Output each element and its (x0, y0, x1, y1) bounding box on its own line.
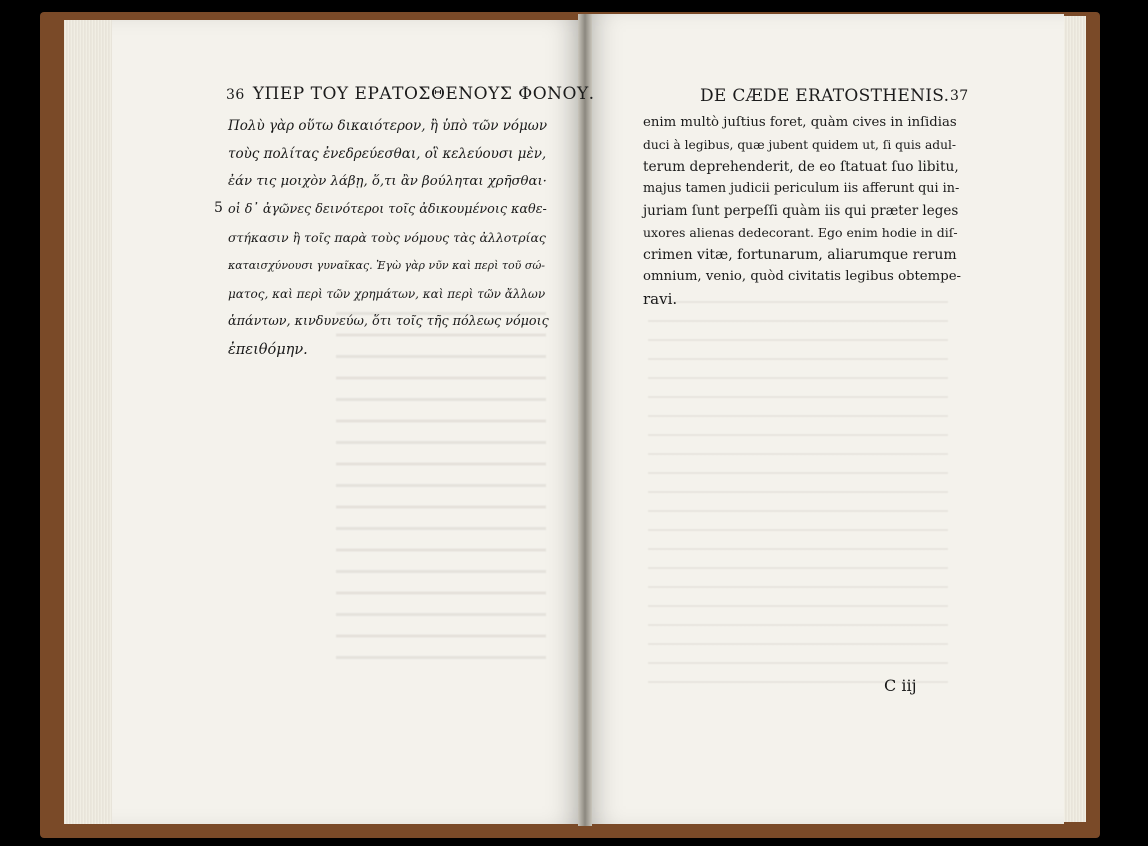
latin-line: juriam ſunt perpeſſi quàm iis qui præter leges (643, 203, 959, 219)
greek-line: στήκασιν ἢ τοῖς παρὰ τοὺς νόμους τὰς ἀλλοτρίας (228, 230, 546, 245)
greek-line: ματος, καὶ περὶ τῶν χρημάτων, καὶ περὶ τῶν ἄλλων (228, 287, 546, 301)
left-running-head (226, 84, 595, 104)
greek-line: οἱ δ᾽ ἀγῶνες δεινότεροι τοῖς ἀδικουμένοις καθε- (228, 202, 547, 217)
greek-line: ἐπειθόμην. (228, 342, 308, 358)
right-page-number: 37 (950, 88, 969, 104)
latin-line: crimen vitæ, fortunarum, aliarumque rerum (643, 247, 957, 263)
latin-line: terum deprehenderit, de eo ſtatuat ſuo libitu, (643, 159, 959, 175)
latin-text-block (643, 112, 961, 310)
greek-line: ἁπάντων, κινδυνεύω, ὅτι τοῖς τῆς πόλεως νόμοις (228, 314, 549, 329)
latin-line: enim multò juſtius foret, quàm cives in inſidias (643, 115, 957, 130)
greek-text-block (228, 112, 550, 364)
latin-line: ravi. (643, 290, 678, 308)
right-running-head (700, 86, 969, 106)
latin-line: majus tamen judicii periculum iis afferunt qui in- (643, 181, 960, 196)
signature-mark: C iij (884, 676, 917, 695)
latin-line: duci à legibus, quæ jubent quidem ut, ſi quis adul- (643, 138, 957, 152)
latin-line: omnium, venio, quòd civitatis legibus obtempe- (643, 269, 962, 284)
left-page-number: 36 (226, 87, 245, 103)
greek-line: τοὺς πολίτας ἐνεδρεύεσθαι, οἳ κελεύουσι μὲν, (228, 146, 547, 162)
show-through-right (648, 290, 948, 690)
book-gutter (578, 14, 592, 826)
right-head-title: DE CÆDE ERATOSTHENIS. (700, 86, 950, 106)
left-head-title: ΥΠΕΡ ΤΟΥ ΕΡΑΤΟΣΘΕΝΟΥΣ ΦΟΝΟΥ. (252, 84, 595, 104)
greek-line: ἐάν τις μοιχὸν λάβῃ, ὅ,τι ἂν βούληται χρῆσθαι· (228, 174, 547, 189)
greek-line: Πολὺ γὰρ οὕτω δικαιότερον, ἢ ὑπὸ τῶν νόμων (228, 118, 548, 134)
latin-line: uxores alienas dedecorant. Ego enim hodie in diſ- (643, 225, 958, 240)
line-marker: 5 (214, 200, 223, 216)
greek-line: καταισχύνουσι γυναῖκας. Ἐγὼ γὰρ νῦν καὶ περὶ τοῦ σώ- (228, 259, 546, 272)
